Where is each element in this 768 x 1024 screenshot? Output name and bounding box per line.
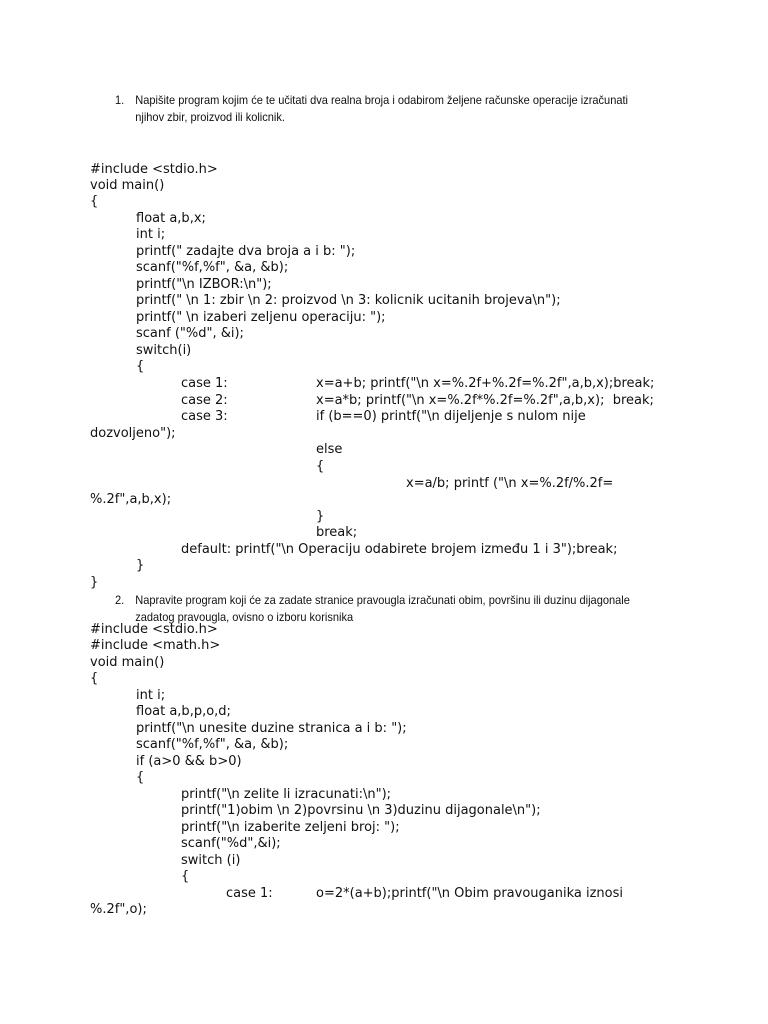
code-case-body: x=a+b; printf("\n x=%.2f+%.2f=%.2f",a,b,x);break; [316, 376, 655, 391]
code-case-label: case 2: [181, 393, 228, 408]
code-line: scanf("%d",&i); [181, 836, 281, 851]
task-2-number: 2. [115, 593, 125, 607]
code-case-label: case 3: [181, 409, 228, 424]
code-line: scanf("%f,%f", &a, &b); [136, 737, 289, 752]
task-2-text: Napravite program koji će za zadate stranice pravougla izračunati obim, površinu ili duzinu dijagonale zadatog pravougla, ovisno o izboru korisnika [135, 593, 630, 624]
code-line: float a,b,p,o,d; [136, 704, 231, 719]
code-line: { [316, 459, 325, 474]
code-line: { [90, 671, 99, 686]
code-line: default: printf("\n Operaciju odabirete brojem između 1 i 3");break; [181, 542, 618, 557]
code-line: switch (i) [181, 853, 241, 868]
code-line: void main() [90, 655, 165, 670]
code-line: dozvoljeno"); [90, 426, 176, 441]
code-line: { [136, 770, 145, 785]
code-line: printf("\n unesite duzine stranica a i b: "); [136, 721, 407, 736]
code-line: printf("\n izaberite zeljeni broj: "); [181, 820, 400, 835]
code-line: printf(" \n izaberi zeljenu operaciju: "); [136, 310, 386, 325]
code-line: printf("\n IZBOR:\n"); [136, 277, 272, 292]
code-line: switch(i) [136, 343, 192, 358]
code-case-label: case 1: [181, 376, 228, 391]
code-line: printf("\n zelite li izracunati:\n"); [181, 787, 392, 802]
code-line: break; [316, 525, 358, 540]
code-line: } [90, 575, 99, 590]
code-line: void main() [90, 178, 165, 193]
code-line: { [90, 194, 99, 209]
code-case-body: o=2*(a+b);printf("\n Obim pravouganika iznosi [316, 886, 623, 901]
code-line: scanf ("%d", &i); [136, 326, 244, 341]
code-line: { [136, 359, 145, 374]
code-case-body: x=a*b; printf("\n x=%.2f*%.2f=%.2f",a,b,x); break; [316, 393, 654, 408]
code-line: { [181, 869, 190, 884]
code-line: #include <stdio.h> [90, 622, 218, 637]
code-line: if (a>0 && b>0) [136, 754, 242, 769]
code-line: else [316, 442, 343, 457]
code-line: x=a/b; printf ("\n x=%.2f/%.2f= [406, 476, 614, 491]
code-line: } [136, 558, 145, 573]
code-line: #include <math.h> [90, 638, 221, 653]
code-line: printf("1)obim \n 2)povrsinu \n 3)duzinu dijagonale\n"); [181, 803, 541, 818]
code-line: printf(" \n 1: zbir \n 2: proizvod \n 3: kolicnik ucitanih brojeva\n"); [136, 293, 561, 308]
code-line: #include <stdio.h> [90, 162, 218, 177]
task-1 [115, 92, 630, 126]
code-line: %.2f",o); [90, 902, 147, 917]
code-line: } [316, 509, 325, 524]
code-line: printf(" zadajte dva broja a i b: "); [136, 244, 356, 259]
task-2 [115, 592, 630, 626]
code-line: scanf("%f,%f", &a, &b); [136, 260, 289, 275]
code-line: %.2f",a,b,x); [90, 492, 172, 507]
code-line: float a,b,x; [136, 211, 206, 226]
code-line: int i; [136, 688, 166, 703]
code-case-body: if (b==0) printf("\n dijeljenje s nulom nije [316, 409, 586, 424]
code-case-label: case 1: [226, 886, 273, 901]
task-1-text: Napišite program kojim će te učitati dva realna broja i odabirom željene računske operacije izračunati njihov zbir, proizvod ili kolicnik. [135, 93, 629, 124]
code-line: int i; [136, 227, 166, 242]
task-1-number: 1. [115, 93, 125, 107]
